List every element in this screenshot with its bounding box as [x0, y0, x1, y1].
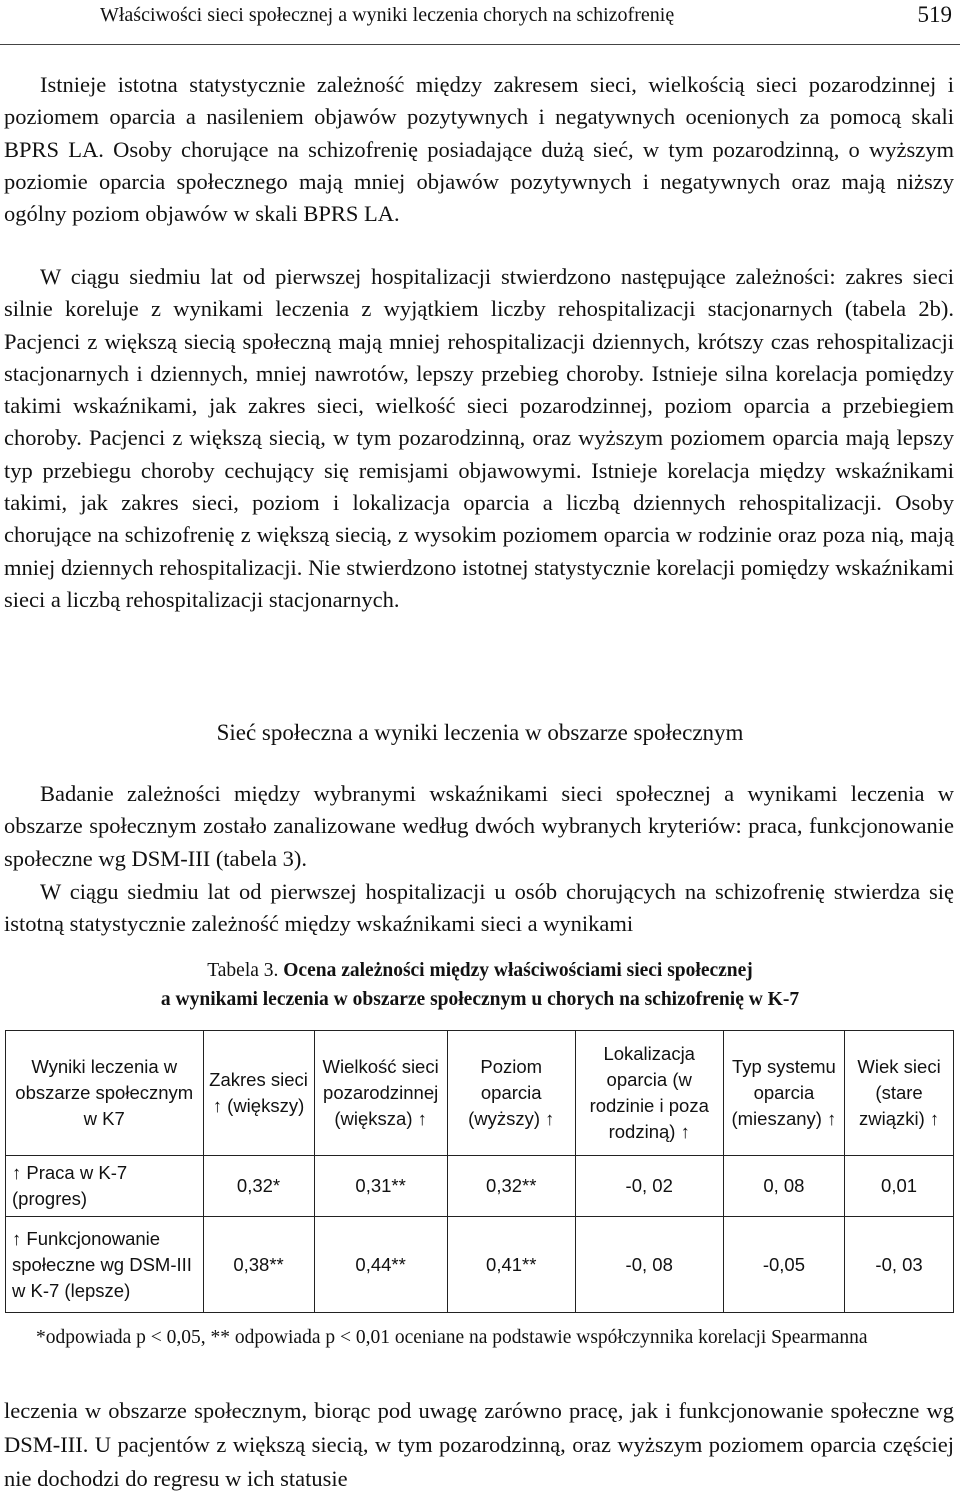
- table-cell: 0, 08: [723, 1156, 844, 1217]
- column-header: Lokalizacja oparcia (w rodzinie i poza rodziną) ↑: [575, 1031, 723, 1156]
- paragraph: [4, 69, 954, 230]
- table-cell: 0,41**: [447, 1217, 575, 1313]
- table-cell: -0,05: [723, 1217, 844, 1313]
- row-label: ↑ Praca w K-7 (progres): [6, 1156, 204, 1217]
- table-caption-title-line2: a wynikami leczenia w obszarze społecznym u chorych na schizofrenię w K-7: [160, 989, 800, 1010]
- table-cell: -0, 03: [845, 1217, 954, 1313]
- table-header-row: [6, 1031, 954, 1156]
- paragraph-text: W ciągu siedmiu lat od pierwszej hospitalizacji u osób chorujących na schizofrenię stwierdza się istotną statystycznie zależność między wskaźnikami sieci a wynikami: [4, 879, 954, 937]
- table-caption-title: Ocena zależności między właściwościami sieci społecznej: [283, 960, 753, 981]
- paragraph-text: leczenia w obszarze społecznym, biorąc pod uwagę zarówno pracę, jak i funkcjonowanie społeczne wg DSM-III. U pacjentów z większą siecią, w tym pozarodzinną, oraz wyższym poziomem oparcia częściej nie dochodzi do regresu w ich statusie: [4, 1398, 954, 1491]
- table-footnote: [4, 1324, 954, 1351]
- table-row: [6, 1156, 954, 1217]
- column-header: Poziom oparcia (wyższy) ↑: [447, 1031, 575, 1156]
- table-cell: -0, 08: [575, 1217, 723, 1313]
- section-heading: Sieć społeczna a wyniki leczenia w obszarze społecznym: [216, 720, 744, 745]
- column-header: Typ systemu oparcia (mieszany) ↑: [723, 1031, 844, 1156]
- row-label: ↑ Funkcjonowanie społeczne wg DSM-III w K-7 (lepsze): [6, 1217, 204, 1313]
- column-header: Wyniki leczenia w obszarze społecznym w K7: [6, 1031, 204, 1156]
- table-cell: 0,01: [845, 1156, 954, 1217]
- table-cell: 0,44**: [314, 1217, 447, 1313]
- running-title: Właściwości sieci społecznej a wyniki leczenia chorych na schizofrenię: [100, 4, 675, 26]
- page-header: [0, 0, 960, 45]
- table-row: [6, 1217, 954, 1313]
- paragraph-text: W ciągu siedmiu lat od pierwszej hospitalizacji stwierdzono następujące zależności: zakres sieci silnie koreluje z wynikami leczenia z wyjątkiem liczby rehospitalizacji stacjonarnych (tabela 2b). Pacjenci z większą siecią społeczną mają mniej rehospitalizacji dziennych, krótszy czas rehospitalizacji stacjonarnych i dziennych, mniej nawrotów, lepszy przebieg choroby. Istnieje silna korelacja pomiędzy takimi wskaźnikami, jak zakres sieci, wielkość sieci pozarodzinnej, poziom oparcia a przebiegiem choroby. Pacjenci z większą siecią, w tym pozarodzinną, oraz wyższym poziomem oparcia mają lepszy typ przebiegu choroby cechujący się remisjami objawowymi. Istnieje korelacja między wskaźnikami takimi, jak zakres sieci, poziom i lokalizacja oparcia a liczbą dziennych rehospitalizacji. Osoby chorujące na schizofrenię z większą siecią, z wysokim poziomem oparcia w rodzinie oraz poza nią, mają mniej dziennych rehospitalizacji. Nie stwierdzono istotnej statystycznie korelacji pomiędzy wskaźnikami sieci a liczbą rehospitalizacji stacjonarnych.: [4, 264, 954, 612]
- table-cell: 0,32*: [203, 1156, 314, 1217]
- correlation-table: [5, 1030, 954, 1313]
- paragraph-text: Badanie zależności między wybranymi wskaźnikami sieci społecznej a wynikami leczenia w obszarze społecznym zostało zanalizowane według dwóch wybranych kryteriów: praca, funkcjonowanie społeczne wg DSM-III (tabela 3).: [4, 781, 954, 871]
- table-cell: 0,32**: [447, 1156, 575, 1217]
- paragraph: [4, 261, 954, 616]
- table-cell: 0,38**: [203, 1217, 314, 1313]
- column-header: Zakres sieci ↑ (większy): [203, 1031, 314, 1156]
- column-header: Wielkość sieci pozarodzinnej (większa) ↑: [314, 1031, 447, 1156]
- footnote-text: *odpowiada p < 0,05, ** odpowiada p < 0,01 oceniane na podstawie współczynnika korelacji Spearmanna: [36, 1327, 868, 1348]
- paragraph-text: Istnieje istotna statystycznie zależność między zakresem sieci, wielkością sieci pozarodzinnej i poziomem oparcia a nasileniem objawów pozytywnych i negatywnych ocenionych za pomocą skali BPRS LA. Osoby chorujące na schizofrenię posiadające dużą sieć, w tym pozarodzinną, o wyższym poziomie oparcia społecznego mają mniej objawów pozytywnych i negatywnych oraz mają niższy ogólny poziom objawów w skali BPRS LA.: [4, 72, 954, 227]
- page-number: 519: [917, 2, 952, 27]
- paragraph: [4, 778, 954, 875]
- table-caption: [0, 956, 960, 1014]
- paragraph: [4, 876, 954, 941]
- table-cell: -0, 02: [575, 1156, 723, 1217]
- table-caption-prefix: Tabela 3.: [207, 960, 279, 981]
- table-cell: 0,31**: [314, 1156, 447, 1217]
- paragraph: [4, 1394, 954, 1496]
- column-header: Wiek sieci (stare związki) ↑: [845, 1031, 954, 1156]
